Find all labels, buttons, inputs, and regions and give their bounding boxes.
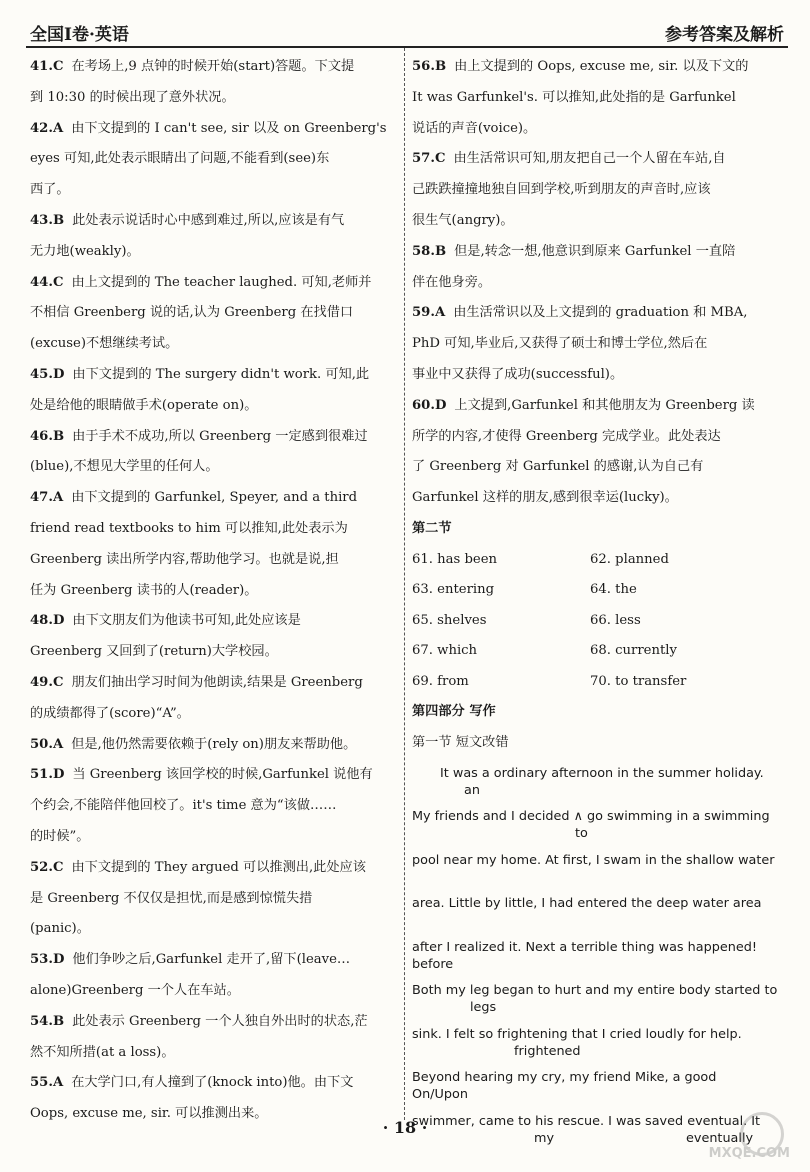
section2-answers [412, 549, 776, 702]
question-number: 48.D [30, 613, 65, 629]
explanation-text: (excuse)不想继续考试。 [30, 336, 179, 352]
answer-item: 61. has been [412, 551, 498, 567]
explanation-text: 此处表示说话时心中感到难过,所以,应该是有气 [72, 212, 345, 228]
left-column [30, 56, 400, 1134]
explanation-text: 个约会,不能陪伴他回校了。it's time 意为“该做…… [30, 798, 337, 814]
question-number: 54.B [30, 1013, 65, 1029]
correction-mark: my [534, 1130, 555, 1146]
page-header [26, 20, 788, 48]
answer-item: 66. less [590, 612, 641, 628]
explanation-line [30, 456, 400, 487]
error-correction-passage [412, 763, 776, 1155]
answer-row [412, 579, 776, 610]
explanation-line [30, 734, 400, 765]
explanation-text: 由生活常识可知,朋友把自己一个人留在车站,自 [453, 151, 726, 167]
explanation-text: 由上文提到的 The teacher laughed. 可知,老师并 [71, 274, 372, 290]
answer-item: 62. planned [590, 551, 669, 567]
passage-text: pool near my home. At first, I swam in the shallow water [412, 852, 775, 868]
explanation-line [30, 272, 400, 303]
header-section-title: 参考答案及解析 [665, 25, 784, 45]
explanation-line [412, 241, 776, 272]
explanation-line [412, 456, 776, 487]
explanation-line [30, 764, 400, 795]
watermark-text: MXQE.COM [708, 1146, 790, 1161]
explanation-line [30, 518, 400, 549]
correction-mark: eventually [686, 1130, 754, 1146]
explanation-line [30, 1042, 400, 1073]
explanation-text: 所学的内容,才使得 Greenberg 完成学业。此处表达 [412, 428, 721, 444]
answer-explanations-right [412, 56, 776, 518]
answer-row [412, 671, 776, 702]
explanation-line [30, 580, 400, 611]
right-column [412, 56, 776, 1154]
answer-item: 67. which [412, 643, 478, 659]
explanation-line [30, 826, 400, 857]
explanation-line [412, 395, 776, 426]
explanation-text: 在大学门口,有人撞到了(knock into)他。由下文 [71, 1075, 354, 1091]
passage-text: My friends and I decided ∧ go swimming in a swimming [412, 809, 770, 825]
question-number: 43.B [30, 212, 65, 228]
explanation-text: 了 Greenberg 对 Garfunkel 的感谢,认为自己有 [412, 459, 704, 475]
passage-text: swimmer, came to his rescue. I was saved eventual. It [412, 1113, 761, 1129]
answer-item: 64. the [590, 582, 637, 598]
explanation-text: Garfunkel 这样的朋友,感到很幸运(lucky)。 [412, 490, 678, 506]
explanation-text: 事业中又获得了成功(successful)。 [412, 366, 624, 382]
explanation-text: 是 Greenberg 不仅仅是担忧,而是感到惊慌失措 [30, 890, 313, 906]
explanation-line [412, 210, 776, 241]
passage-line [412, 1067, 776, 1111]
explanation-line [30, 672, 400, 703]
section2-title: 第二节 [412, 520, 452, 536]
passage-line [412, 980, 776, 1024]
correction-mark: to [575, 826, 588, 842]
explanation-text: 当 Greenberg 该回学校的时候,Garfunkel 说他有 [72, 767, 373, 783]
passage-line [412, 937, 776, 981]
explanation-line [30, 210, 400, 241]
answer-item: 65. shelves [412, 612, 487, 628]
explanation-line [30, 918, 400, 949]
explanation-text: 他们争吵之后,Garfunkel 走开了,留下(leave… [72, 952, 351, 968]
passage-text: after I realized it. Next a terrible thing was happened! [412, 939, 757, 955]
explanation-text: 很生气(angry)。 [412, 212, 514, 228]
passage-line [412, 850, 776, 894]
correction-mark: frightened [514, 1043, 581, 1059]
explanation-line [30, 426, 400, 457]
explanation-text: 在考场上,9 点钟的时候开始(start)答题。下文提 [71, 59, 355, 74]
explanation-text: 无力地(weakly)。 [30, 243, 140, 259]
explanation-text: 处是给他的眼睛做手术(operate on)。 [30, 397, 258, 413]
passage-text: Both my leg began to hurt and my entire body started to [412, 983, 778, 999]
question-number: 46.B [30, 428, 65, 444]
question-number: 49.C [30, 674, 64, 690]
column-divider [404, 48, 405, 1120]
question-number: 59.A [412, 305, 446, 321]
part4-subtitle: 第一节 短文改错 [412, 735, 509, 751]
explanation-line [30, 148, 400, 179]
explanation-text: 由下文提到的 I can't see, sir 以及 on Greenberg's [71, 120, 387, 136]
question-number: 50.A [30, 736, 64, 752]
explanation-text: 由上文提到的 Oops, excuse me, sir. 以及下文的 [454, 59, 749, 74]
question-number: 56.B [412, 59, 447, 74]
explanation-text: 由下文提到的 They argued 可以推测出,此处应该 [71, 859, 366, 875]
explanation-line [30, 980, 400, 1011]
explanation-line [412, 87, 776, 118]
explanation-line [412, 179, 776, 210]
explanation-text: eyes 可知,此处表示眼睛出了问题,不能看到(see)东 [30, 151, 330, 167]
explanation-text: 由下文提到的 The surgery didn't work. 可知,此 [72, 366, 370, 382]
passage-line [412, 806, 776, 850]
question-number: 42.A [30, 120, 64, 136]
passage-text: area. Little by little, I had entered the deep water area [412, 896, 762, 912]
explanation-text: 任为 Greenberg 读书的人(reader)。 [30, 582, 258, 598]
explanation-line [30, 487, 400, 518]
explanation-line [30, 949, 400, 980]
explanation-line [412, 56, 776, 87]
explanation-text: Greenberg 又回到了(return)大学校园。 [30, 644, 278, 660]
explanation-text: alone)Greenberg 一个人在车站。 [30, 982, 240, 998]
explanation-text: It was Garfunkel's. 可以推知,此处指的是 Garfunkel [412, 89, 736, 105]
answer-item: 70. to transfer [590, 673, 687, 689]
explanation-line [30, 549, 400, 580]
explanation-line [30, 333, 400, 364]
explanation-text: 的成绩都得了(score)“A”。 [30, 705, 190, 721]
explanation-text: 己跌跌撞撞地独自回到学校,听到朋友的声音时,应该 [412, 182, 711, 198]
explanation-text: 的时候”。 [30, 828, 90, 844]
explanation-line [30, 795, 400, 826]
question-number: 47.A [30, 490, 64, 506]
explanation-line [412, 333, 776, 364]
passage-line [412, 1024, 776, 1068]
explanation-line [30, 1072, 400, 1103]
passage-line [412, 893, 776, 937]
explanation-line [30, 118, 400, 149]
answer-item: 63. entering [412, 582, 495, 598]
explanation-text: 说话的声音(voice)。 [412, 120, 537, 136]
explanation-text: 但是,转念一想,他意识到原来 Garfunkel 一直陪 [454, 243, 736, 259]
correction-mark: legs [470, 1000, 497, 1016]
explanation-text: Oops, excuse me, sir. 可以推测出来。 [30, 1106, 268, 1122]
explanation-text: 由于手术不成功,所以 Greenberg 一定感到很难过 [72, 428, 368, 444]
question-number: 44.C [30, 274, 64, 290]
explanation-line [30, 610, 400, 641]
correction-mark: an [464, 782, 480, 798]
explanation-text: Greenberg 读出所学内容,帮助他学习。也就是说,担 [30, 551, 339, 567]
explanation-text: 到 10:30 的时候出现了意外状况。 [30, 89, 235, 105]
answer-row [412, 549, 776, 580]
explanation-text: 由下文朋友们为他读书可知,此处应该是 [72, 613, 301, 629]
explanation-text: (panic)。 [30, 921, 90, 937]
explanation-text: 由下文提到的 Garfunkel, Speyer, and a third [71, 490, 358, 506]
explanation-line [30, 888, 400, 919]
explanation-line [30, 179, 400, 210]
page-number: · 18 · [382, 1118, 428, 1137]
watermark-logo [670, 1110, 790, 1161]
explanation-line [30, 87, 400, 118]
explanation-text: 此处表示 Greenberg 一个人独自外出时的状态,茫 [72, 1013, 368, 1029]
question-number: 57.C [412, 151, 446, 167]
explanation-line [30, 857, 400, 888]
question-number: 41.C [30, 59, 64, 74]
explanation-line [30, 641, 400, 672]
question-number: 58.B [412, 243, 447, 259]
answer-row [412, 640, 776, 671]
correction-mark: On/Upon [412, 1087, 468, 1103]
explanation-line [412, 426, 776, 457]
explanation-text: 伴在他身旁。 [412, 274, 492, 290]
explanation-text: PhD 可知,毕业后,又获得了硕士和博士学位,然后在 [412, 336, 708, 352]
explanation-line [30, 1011, 400, 1042]
passage-text: It was a ordinary afternoon in the summer holiday. [440, 765, 764, 781]
explanation-text: 上文提到,Garfunkel 和其他朋友为 Greenberg 读 [454, 397, 755, 413]
explanation-line [412, 302, 776, 333]
question-number: 60.D [412, 397, 447, 413]
explanation-line [412, 118, 776, 149]
answer-row [412, 610, 776, 641]
explanation-text: friend read textbooks to him 可以推知,此处表示为 [30, 520, 348, 536]
explanation-line [412, 487, 776, 518]
explanation-text: 由生活常识以及上文提到的 graduation 和 MBA, [453, 305, 748, 321]
header-subject: 全国Ⅰ卷·英语 [30, 25, 129, 45]
explanation-line [30, 302, 400, 333]
explanation-line [30, 395, 400, 426]
explanation-text: 但是,他仍然需要依赖于(rely on)朋友来帮助他。 [71, 736, 357, 752]
answer-item: 69. from [412, 673, 469, 689]
passage-line [412, 763, 776, 807]
explanation-line [412, 148, 776, 179]
question-number: 51.D [30, 767, 65, 783]
answer-item: 68. currently [590, 643, 677, 659]
explanation-text: 然不知所措(at a loss)。 [30, 1044, 175, 1060]
explanation-line [412, 272, 776, 303]
question-number: 52.C [30, 859, 64, 875]
part4-title: 第四部分 写作 [412, 704, 496, 720]
question-number: 53.D [30, 952, 65, 968]
explanation-line [30, 56, 400, 87]
explanation-line [30, 241, 400, 272]
explanation-text: 朋友们抽出学习时间为他朗读,结果是 Greenberg [71, 674, 363, 690]
explanation-line [412, 364, 776, 395]
passage-text: sink. I felt so frightening that I cried loudly for help. [412, 1026, 742, 1042]
explanation-line [30, 364, 400, 395]
question-number: 55.A [30, 1075, 64, 1091]
explanation-text: 不相信 Greenberg 说的话,认为 Greenberg 在找借口 [30, 305, 354, 321]
passage-text: Beyond hearing my cry, my friend Mike, a good [412, 1070, 717, 1086]
explanation-text: (blue),不想见大学里的任何人。 [30, 459, 219, 475]
explanation-text: 西了。 [30, 182, 70, 198]
correction-mark: before [412, 956, 454, 972]
question-number: 45.D [30, 366, 65, 382]
explanation-line [30, 703, 400, 734]
